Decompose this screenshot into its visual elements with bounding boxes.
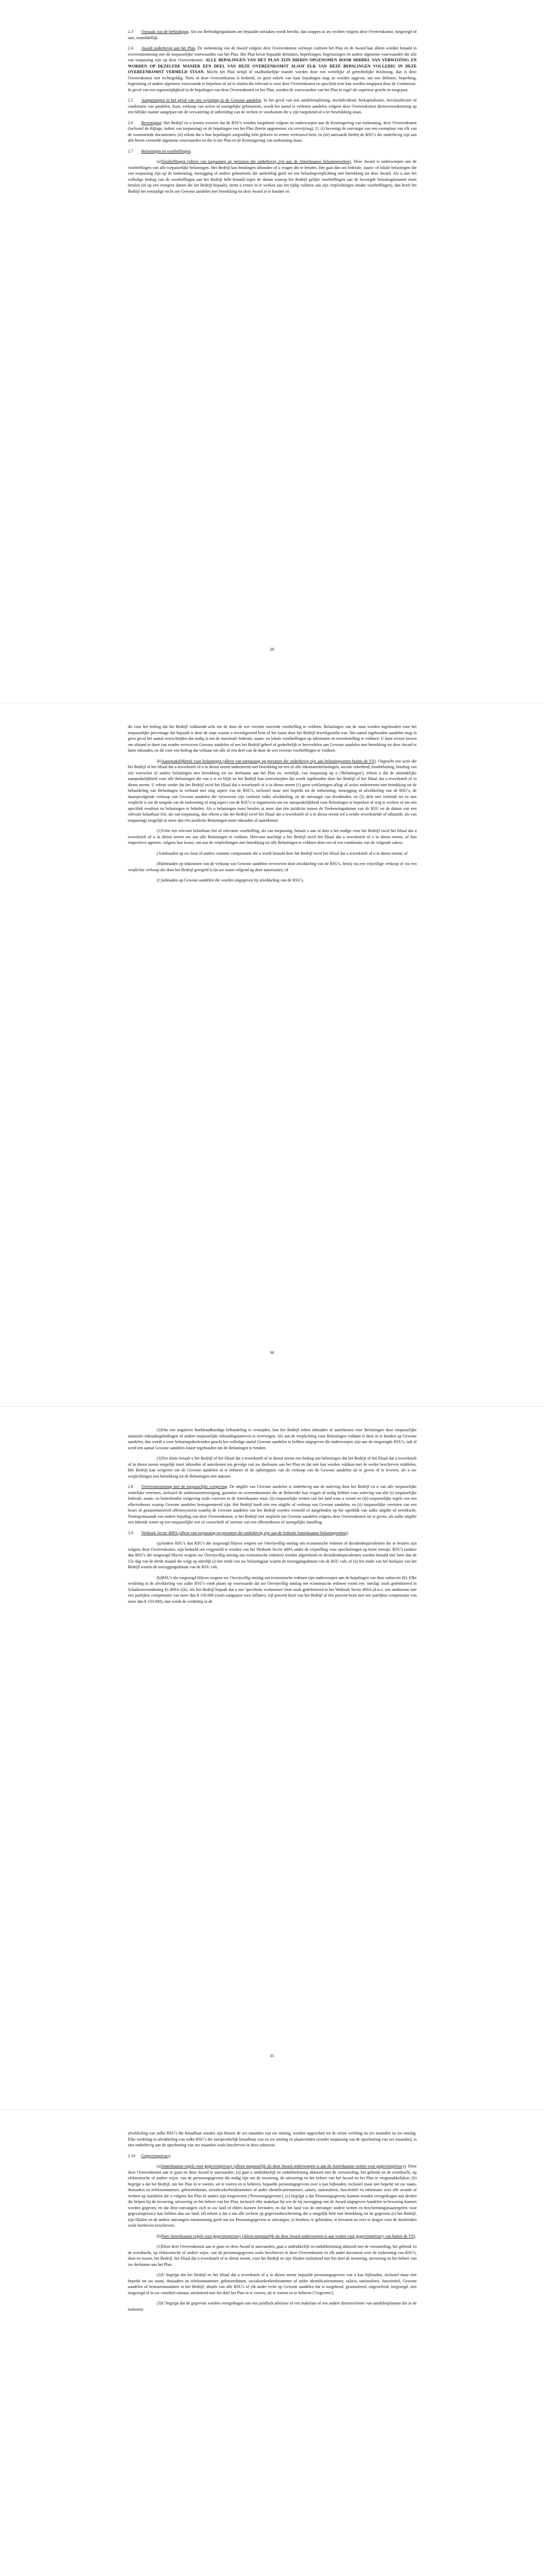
clause-B xyxy=(128,861,417,873)
page-body xyxy=(128,1427,417,1609)
clause-3 xyxy=(128,2300,417,2312)
subsection-a xyxy=(128,2163,417,2229)
section-text: . Ongeacht een actie die het Bedrijf of het filiaal dat u tewerkstelt of u in dienst neemt onderneemt met betrekking tot een of alle inkomstenbelastingen, sociale zekerheid, loonbelasting, betaling van een voorschot of andere belastingen met betrekking tot uw deelname aan het Plan en, wettelijk, van toepassing op u ('Belastingen'), erkent u dat de uiteindelijke aansprakelijkheid voor alle Belastingen die van u is en blijft en het Bedrijf kan overschrijden dat wordt ingehouden door het Bedrijf of het filiaal dat u tewerkstelt of in dienst neemt. U erkent verder dat het Bedrijf en/of het filiaal dat u tewerkstelt of u in dienst neemt (1) geen verklaringen aflegt of acties onderneemt met betrekking tot de behandeling van Belastingen in verband met enig aspect van de RSU's, inclusief maar niet beperkt tot de toekenning, toezegging of afwikkeling van de RSU's, de daaropvolgende verkoop van Gewone aandelen die verworven zijn conform zulke afwikkeling, en de ontvangst van dividenden; en (2) dich niet verbindt tot en niet verplicht is om de toegeds van de toekenning of enig aspect van de RSU's te organiseren om uw aansprakelijkheid voor Belastingen te beperken of weg te werken of om een specifiek resultaat na belastingen te behalen. Als u belastingen moet betalen in meer dan één juridictie tussen de Toekenningsdatum van de RSU en de datum van een relevant belastbaar feit, als van toepassing, dan erkent u dat het Bedrijf en/of het filiaal dat u tewerkstelt of u in dienst neemt (of u eerder tewerkstelde of inhuurde, als van toepassing) mogelijk in meer dan één juridictie Belastingen moet inhouden of aanrekenen. xyxy=(128,758,417,823)
section-2-7 xyxy=(128,148,417,155)
section-2-5 xyxy=(128,97,417,115)
section-heading: Award onderhevig aan het Plan xyxy=(141,46,195,50)
subsection-b xyxy=(128,758,417,824)
section-number: 2.9 xyxy=(128,1530,134,1535)
section-number: (b) xyxy=(157,2233,162,2239)
section-number: (A) xyxy=(157,851,163,856)
page-body xyxy=(128,29,417,199)
clause-1 xyxy=(128,828,417,846)
section-text: . De toekenning van de Award volgens deze Overeenkomst verloopt conform het Plan en de Award kan alleen worden betaald in overeenstemming met de toepasselijke voorwaarden van het Plan. Het Plan bevat bepaalde definities, beperkingen, begrenzingen en andere algemene voorwaarden die alle van toepassing zijn op deze Overeenkomst. ALLE BEPALINGEN VAN HET PLAN ZIJN HIERIN OPGENOMEN DOOR MIDDEL VAN VERWIJZING EN WORDEN OP DEZELFDE MANIER EEN DEEL VAN DEZE OVEREENKOMST ALSOF ELK VAN DEZE BEPALINGEN VOLLEDIG IN DEZE OVEREENKOMST VERMELD STAAN. Mocht het Plan tietijd of onafhankelijke manier worden door een wettelijke of gerechtelijke beslissing, dan is deze Overeenkomst niet rechtsgeldig. Niets in deze Overeenkomst is bedoeld, en geen enkele van haar bepalingen mag zo worden opgevat, om een definitie, beperking, begrenzing of andere algemene voorwaarde te beperken of uit te sluiten die relevant is voor deze Overeenkomst en specifiek eroe kan worden toegepast door de Commissie. In geval van een tegenstrijdigheid in de bepalingen van deze Overeenkomst en het Plan, worden de voorwaarden van het Plan in regel als superieur geacht en toegepast. xyxy=(128,46,417,92)
clause-2 xyxy=(128,2272,417,2296)
section-text: Ten slotte betaalt u het Bedrijf of het filiaal dat u tewerkstelt of in dienst neemt een bedrag aan belastingen dat het Bedrijf of het filiaal dat u tewerkstelt of in dienst neemt mogelijk moet inhouden of aanrekenen ten gevolge van uw deelname aan het Plan en dat niet kan worden voldaan met de eerder beschreven middelen. Het Bedrijf kan weigeren om de Gewone aandelen in te behoren of de opbrengsten van de verkoop van de Gewone aandelen uit te geven of te leveren, als u uw verplichtingen met betrekking tot de Belastingen niet nakomt. xyxy=(128,1456,417,1479)
section-text: . xyxy=(190,148,192,154)
continued-text xyxy=(128,2130,417,2148)
section-heading: Niet-Amerikaanse regels voor gegevensprivacy (alleen toepasselijk als deze Award onderworpen is aan wetten voor gegevensprivacy van buiten de VS) xyxy=(161,2233,416,2239)
section-heading: Overeenstemming met de toepasselijke wetgeving xyxy=(141,1484,227,1489)
section-number: (1) xyxy=(157,2244,162,2249)
section-number: (C) xyxy=(157,878,162,883)
section-heading: Gegevensprivacy xyxy=(141,2153,170,2158)
section-text: RSU's die toegezegd blijven wegens uw Onvrijwillig ontslag om economische redenen zijn onderworpen aan de bepalingen van deze subsectie (b). Elke verdeling in de afwikkeling van zulke RSU's vindt plaats op voorwaarde dat uw Onvrijwillig ontslag om economische redenen vormt een 'ontslag' zoals gedefinieerd in Schatkistverordening §1.409A-1(h). Als het Bedrijf bepaalt dat u een 'specifieke werknemer' bent zoals gedefinieerd in het Wetboek Sectie 409A (d.w.z. een ambtenaar met een jaarlijkse compensatie van meer dan $ 130.000 (zoals aangepast voor inflatie), vijf procent bezit van het Bedrijf of één procent bezit met een jaarlijkse compensatie van meer dan $ 150.000), dan wordt de verdeling in de xyxy=(128,1575,417,1604)
clause-3 xyxy=(128,1455,417,1479)
section-number: (b) xyxy=(157,758,162,764)
section-number: (3) xyxy=(157,2301,162,2306)
section-text: . xyxy=(415,2233,417,2239)
page-body xyxy=(128,724,417,888)
section-text: . Deze Award is onderworpen aan de voorheffingen van alle toepasselijke belastingen. Het Bedrijf kan betalingen inhouden of u vragen die te betalen. Het gaat dan om federale, staats- of lokale belastingen die van toepassing zijn op de toekenning, toezegging of andere gebeurtenis die aanleiding geeft tot een belastingverplichting met betrekking tot deze Award. Als u niet het volledige bedrag van de voorheffingen aan het Bedrijf hebt betaald tegen de datum waarop het Bedrijf gelijke voorheffingen aan de bevoegde belastinginstantie moet betalen (of op een vroegere datum die het Bedrijf bepaalt), stemt u ermee in te werken aan het tijdig voldoen aan zijn verplichtingen inzake voorheffingen), dan heeft het Bedrijf het eenzijdige recht om Gewone aandelen met betrekking tot deze Award in te houden en xyxy=(128,159,417,194)
section-number: 2.10 xyxy=(128,2153,136,2158)
page-number: 31 xyxy=(270,2053,274,2058)
section-text: afwikkeling van zulke RSU's die betaalbaar zouden zijn binnen de zes maanden van uw ontslag, worden opgeschort tot de eerste werkdag na zes maanden na uw ontslag. Elke verdeling in afwikkeling van zulke RSU's die oorspronkelijk betaalbaar was na uw ontslag en plaatsvinden (zonder toepassing van de opschorting van zes maanden), is niet onderhevig aan de opschorting van zes maanden zoals beschreven in deze subsectie. xyxy=(128,2131,417,2147)
section-number: 2.7 xyxy=(128,148,134,154)
section-text: . In het geval van een aandelensplitsing, stockdividend, herkapitalisatie, herclassificatie of combinatie van aandelen, fusie, verkoop van activa of soortgelijke gebeurtenis, wordt het aantal te verlenen aandelen volgens deze Overeenkomst dienovereenkomstig op een billijke manier aangepast om de verwatering of uitbreiding van de rechten te voorkomen die u zijn toegekend of u ter beschikking staan. xyxy=(128,98,417,114)
section-2-8 xyxy=(128,1484,417,1526)
section-text: Vóór een relevant belastbaar feit of relevante voorheffing, als van toepassing, betaalt u aan of doet u het nodige voor het Bedrijf en/of het filiaal dat u tewerkstelt of u in dienst neemt om aan alle Belastingen te voldoen. Hiervoor machtigt u het Bedrijf en/of het filiaal dat u tewerkstelt of u in dienst neemt, of hun respectieve agenten, volgens hun keuze, om aan de verplichtingen met betrekking tot alle Belastingen te voldoen door een of een combinatie van de volgende zaken: xyxy=(128,828,417,845)
page-number: 30 xyxy=(270,1350,274,1355)
section-text: . Door deze Overeenkomst aan te gaan en deze Award te aanvaarden, (a) gaat u uitdrukkelijk en ondubbelzinnig akkoord met de verzameling, het gebruik en de overdracht, op elektronische of andere wijze, van de persoonsgegevens die nodig zijn om de invoering, de uitvoering en het beheer van het Award en het Plan te vergemakkelijken, (b) begrijpt u dat het Bedrijf, om het Plan in te voeren, uit te voeren en te beheren, bepaalde persoonsgegevens over u kan bijhouden, inclusief maar niet beperkt tot uw naam, thuisadres en telefoonnummer, geboortedatum, socialezekerheidsnummer of ander identificatienummer, salaris, nationaliteit, functietitel en informatie over alle awards of rechten op Aandelen die u volgens het Plan of anders zijn toegewezen ('Persoonsgegevens'), (c) begrijpt u dat Persoonsgegevens kunnen worden overgedragen aan derden die helpen bij de invoering, uitvoering en het beheer van het Plan, inclusief elke makelaar bij wie de bij toezegging van de Award uitgegeven Aandelen in bewaring kunnen worden gegeven, en dat deze ontvangers zich in uw land of elders kunnen bevinden, en dat het land van de ontvanger andere wetten en beschermingsmaatregelen voor gegevensprivacy kan hebben dan uw land, (d) erkent u dat u om alle rechten op gegevensbescherming die u mogelijk hebt met betrekking tot de gegevens (e) het Bedrijf, zijn filialen en de andere ontvangers toestemming geeft om uw Persoonsgegevens te ontvangen, te bezitten, te gebruiken, te bewaren en over te dragen voor de doeleinden zoals hierboven beschreven. xyxy=(128,2164,417,2228)
page-separator xyxy=(0,2109,544,2110)
section-heading: Amerikaanse regels voor gegevensprivacy (alleen toepasselijk als deze Award onderworpen is aan de Amerikaanse wetten voor gegevensprivacy) xyxy=(161,2164,406,2168)
section-text: dit voor het bedrag dat het Bedrijf voldoende acht om de door de wet vereiste roerende voorheffing te voldoen. Belastingen van de staat worden ingehouden voor het toepasselijke percentage dat bepaald is door de staat waarin u tewerkgesteld bent of het laatst door het Bedrijf tewerkgesteld was. Het aantal ingehouden aandelen mag in geen geval het aantal overschrijden dat nodig is om de maximale federale, staats- en lokale voorheffingen op inkomsten en tewerkstelling te voldoen. U kunt ervoor kiezen om afstand te doen van eender verworven Gewone aandelen of een het Bedrijf geheel of gedeeltelijk te herverdelen aan Gewone aandelen met betrekking tot deze Award te laten inhouden, en dit voor een bedrag dat volstaat om alle of een deel van de door de wet vereiste voorheffingen te voldoen. xyxy=(128,724,417,753)
section-number: 2.5 xyxy=(128,98,134,103)
clause-1 xyxy=(128,2244,417,2267)
section-text: : Het Bedrijf en u komen overeen dat de RSU's worden toegekend volgens en onderworpen aan de Kennisgeving van toekenning, deze Overeenkomst (inclusief de Bijlage, indien van toepassing) en de bepalingen van het Plan (hierin opgenomen via verwijzing). U: (i) bevestigt de ontvangst van een exemplaar van elk van de voornoemde documenten, (ii) erkent dat u hun bepalingen zorgvuldig hebt gelezen en ermee vertrouwd bent, en (iii) aanvaardt hierbij de RSU's die onderhevig zijn aan alle hierin vermelde algemene voorwaarden en die in het Plan en de Kennisgeving van toekenning staan. xyxy=(128,120,417,143)
page-body xyxy=(128,2130,417,2317)
section-text: inhouden op uw loon of andere contante compensatie die u wordt betaald door het Bedrijf en/of het filiaal dat u tewerkstelt of u in dienst neemt; of xyxy=(162,851,408,856)
section-number: (a) xyxy=(157,1541,161,1546)
continued-text xyxy=(128,724,417,754)
section-number: (a) xyxy=(157,159,161,164)
section-heading: Voorheffingen (alleen van toepassing op personen die onderhevig zijn aan de Amerikaanse belastingwetten) xyxy=(161,159,351,164)
section-heading: Bevestiging xyxy=(141,120,161,125)
subsection-b xyxy=(128,1575,417,1605)
clause-A xyxy=(128,851,417,857)
section-text: Andere RSU's dan RSU's die toegezegd blijven wegens uw Onvrijwillig ontslag om economische redenen of dividendequivalenten die te betalen zijn volgens deze Overeenkomst, zijn bedoeld om vrijgesteld te worden van het Wetboek Sectie 409A onder de vrijstelling voor opschortingen op korte termijn. RSU's (andere dan RSU's die toegezegd blijven wegens uw Onvrijwillig ontslag om economische redenen) worden afgerekend en divisdendequivalenten worden betaald niet later dan de 15e dag van de derde maand die volgt op uiterlijk (i) het einde van uw belastingjaar waarin de toezeggingsdatum van de RSU valt, of (ii) het einde van het boekjaar van het Bedrijf waarin de toezeggingsdatum van de RSU valt. xyxy=(128,1541,417,1569)
section-2-6 xyxy=(128,120,417,144)
section-heading: Oorzaak van de beëindiging xyxy=(141,29,189,34)
section-heading: Aanpassingen in het geval van een wijziging in de Gewone aandelen xyxy=(141,98,261,103)
section-number: 2.3 xyxy=(128,29,134,34)
section-number: (a) xyxy=(157,2164,161,2168)
section-text: Om een negatieve boekhoudkundige behandeling te vermijden, kan het Bedrijf zeken inhouden of aanrekenen voor Belastingen door toepasselijke statutaire inhoudingsbedragen of andere toepasselijke inhoudingstarieven te overwegen. Als aan de verplichting voor Belastingen voldaan is door in te houden op Gewone aandelen, dan wordt u voor belastingsdoeleinden geacht het volledige aantal Gewone aandelen te hebben uitgegeven die onderworpen zijn aan de toegezegde RSU's, ook al werd een aantal Gewone aandelen louter ingehouden om de Belastingen te betalen. xyxy=(128,1428,417,1450)
section-text: . xyxy=(348,1530,349,1535)
section-2-4 xyxy=(128,45,417,93)
section-heading: Wetboek Sectie 409A (alleen van toepassing op personen die onderhevig zijn aan de federale Amerikaanse belastingwetten) xyxy=(141,1530,348,1535)
section-number: (2) xyxy=(157,2273,162,2277)
section-number: (b) xyxy=(157,1575,162,1580)
clause-C xyxy=(128,877,417,884)
section-2-3 xyxy=(128,29,417,41)
subsection-a xyxy=(128,1540,417,1570)
section-number: (3) xyxy=(157,1456,162,1461)
section-number: 2.6 xyxy=(128,120,134,125)
section-2-10 xyxy=(128,2153,417,2159)
section-number: (B) xyxy=(157,861,162,866)
section-text: inhouden op Gewone aandelen die worden uitgegeven bij afwikkeling van de RSU's. xyxy=(162,878,304,883)
subsection-b xyxy=(128,2233,417,2240)
section-heading: Aansprakelijkheid voor belastingen (alleen van toepassing op personen die onderhevig zijn aan belastingwetten buiten de VS) xyxy=(161,758,376,764)
section-number: (2) xyxy=(157,1428,162,1432)
section-number: (1) xyxy=(157,828,162,833)
section-text: . Als uw Beëindigingsdatum om bepaalde oorzaken wordt bereikt, dan stoppen al uw rechten volgens deze Overeenkomst, toegezegd of niet, onmiddellijk. xyxy=(128,29,417,40)
section-text: U begrijpt dat het Bedrijf en het filiaal dat u tewerkstelt of u in dienst neemt bepaalde persoonsgegevens van u kan bijhouden, inclusief maar niet beperkt tot uw naam, thuisadres en telefoonnummer, geboortedatum, socialezekerheidsnummer of ander identificatienummer, salaris, nationaliteit, functietitel, Gewone aandelen of bestuursmandaten in het Bedrijf, details van alle RSU's of elk ander recht op Gewone aandelen dat is toegekend, geannuleerd, uitgeoefend, toegezegd, niet toegezegd of in uw voordeel uitstaat, uitsluitend met het doel het Plan in te voeren, uit te voeren en te beheren ('Gegevens'). xyxy=(128,2273,417,2295)
section-text: . De uitgifte van Gewone aandelen is onderhevig aan de naleving door het Bedrijf en u van alle toepasselijke wettelijke vereisten, inclusief de ambtenarentweziging, garanties en overeenkomsten die de Beheerder kan vragen of nodig hebben voor naleving van alle (i) toepasselijke federale, staats- en buitenlandse wetgeving zoals voorzien in de Amerikaanse staat, (ii) toepasselijke wetten van het land waar u woont en (iii) toepasselijke regels van een effectenbeurs waarop Gewone aandelen beursgenoteerd zijn. Het Bedrijf hoeft niet een uitgifte of verkoop van Gewone aandelen, en (ii) toepasselijke vereisten van een beurs of geautomatiseerd offertesysteem waarbij de Gewone aandelen van het Bedrijf worden vermeld of aangeboden op het ogenblik van zulke uitgifte of overdracht. Niettegenstaande een andere bepaling van deze Overeenkomst, is het Bedrijf niet verplicht om Gewone aandelen volgens deze Overeenkomst uit te geven, als zulke uitgifte een inbreuk vormt op een toepasselijke wet of voorschrift of vereiste van een effectenbeurs of soortgelijke instelling. xyxy=(128,1484,417,1524)
section-text: U begrijpt dat de gegevens worden overgedragen aan een juridisch adviseur of een makelaar of een andere dienstverlener van aandelenplannen die in de toekomst xyxy=(128,2301,417,2312)
section-2-9 xyxy=(128,1530,417,1536)
section-text: Door deze Overeenkomst aan te gaan en deze Award te aanvaarden, gaat u uitdrukkelijk en ondubbelzinnig akkoord met de verzameling, het gebruik en de overdracht, op elektronische of andere wijze, van de persoonsgegevens zoals beschreven in deze Overeenkomst en elk ander document over de toekenning van RSU's, door en tussen, het Bedrijf, het filiaal dat u tewerkstelt of in dienst neemt, voor het Bedrijf en zijn filialen uitsluitend met het doel de invoering, uitvoering en het beheer van uw deelname aan het Plan. xyxy=(128,2244,417,2267)
clause-2 xyxy=(128,1427,417,1451)
emphasis-text: ALLE BEPALINGEN VAN HET PLAN ZIJN HIERIN OPGENOMEN DOOR MIDDEL VAN VERWIJZING EN WORDEN OP DEZELFDE MANIER EEN DEEL VAN DEZE OVEREENKOMST ALSOF ELK VAN DEZE BEPALINGEN VOLLEDIG IN DEZE OVEREENKOMST VERMELD STAAN. xyxy=(128,58,417,74)
section-number: 2.8 xyxy=(128,1484,134,1489)
section-text: inhouden op inkomsten van de verkoop van Gewone aandelen verworven door afwikkeling van de RSU's, hetzij via een vrijwillige verkoop of via een verplichte verkoop die door het Bedrijf geregeld is (in uw naam volgend op deze autorisatie); of xyxy=(128,861,417,872)
section-text: . xyxy=(170,2153,171,2158)
subsection-a xyxy=(128,159,417,194)
section-number: 2.4 xyxy=(128,46,134,50)
page-number: 29 xyxy=(270,647,274,652)
section-heading: Belastingen en voorheffingen xyxy=(141,148,191,154)
